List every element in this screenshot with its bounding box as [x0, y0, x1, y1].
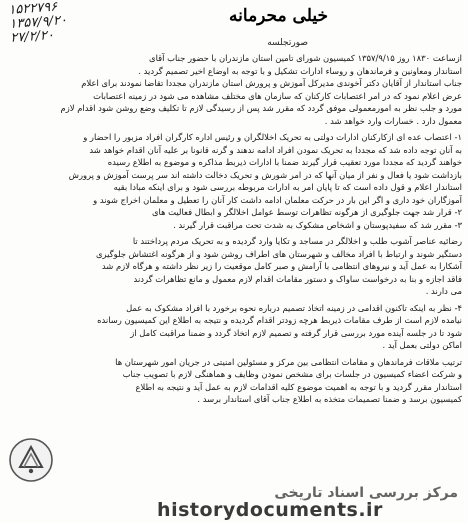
text-line: ۳- مقرر شد که سفیدپوستان و اشخاص مشکوک به شدت تحت مراقبت قرار گیرند .	[173, 219, 462, 230]
paragraph	[10, 52, 462, 127]
text-line: استاندار ومعاونین و فرماندهان و روساء ادارات تشکیل و با توجه به اوضاع اخیر تصمیم گردید .	[138, 65, 462, 76]
document-subtitle: صورتجلسه	[267, 38, 308, 48]
text-line: خواهند گردید که مجددا مورد تعقیب قرار گیرند ضمنا با ادارات ذیربط مذاکره و موضوع به اطلاع رسیده	[107, 157, 462, 167]
archive-logo-icon	[8, 437, 54, 483]
text-line: ترتیب ملاقات فرماندهان و مقامات انتظامی بین مرکز و مسئولین امنیتی در جریان امور شهرستان ها	[115, 356, 462, 367]
document-title: خیلی محرمانه	[229, 6, 328, 26]
text-line: می دارند .	[425, 286, 462, 296]
text-line: معمول دارد . خسارات وارد خواهد شد .	[324, 115, 462, 126]
reference-date-2: ۲۷/۲/۲۰	[9, 27, 55, 46]
document-body	[10, 52, 462, 408]
handwritten-reference	[8, 0, 68, 46]
text-line: استاندار مقرر گردید و با توجه به اهمیت موضوع کلیه اقدامات لازم به عمل آید و نتیجه به اطلاع	[135, 381, 462, 392]
text-line: ۱- اعتصاب عده ای ازکارکنان ادارات دولتی به تحریک اخلالگران و رئیس اداره کارگران افراد مزبور را احضار و	[83, 132, 462, 142]
text-line: و شرکت اعضاء کمیسیون در جلسات برای مشخص نمودن وظایف و هماهنگی لازم با تصویب جناب	[122, 369, 462, 379]
paragraph	[10, 302, 462, 352]
text-line: فاقد اجازه و بنا به درخواست ساواک و دستور مقامات اقدام لازم معمول و مانع تظاهرات گردند	[133, 273, 462, 284]
text-line: نیامده لازم است از طرف مقامات ذیربط هرچه زودتر اقدام گردیده و نتیجه به اطلاع این کمیسیون رسانده	[97, 315, 462, 325]
text-line: ازساعت ۱۸۳۰ روز ۱۳۵۷/۹/۱۵ کمیسیون شورای تامین استان مازندران با حضور جناب آقای	[149, 53, 462, 63]
watermark-url: historydocuments.ir	[157, 499, 383, 521]
paragraph	[10, 131, 462, 231]
text-line: شود تا در جلسه آینده مورد بررسی قرار گرفته و تصمیم لازم اتخاذ گردد و ضمنا مراقبت کامل از	[130, 327, 462, 338]
text-line: دستگیر شوند و ارتباط با افراد مخالف و شهرستان های اطراف روشن شود و از هرگونه اغتشاش جلوگیری	[95, 248, 462, 259]
watermark-persian: مرکز بررسی اسناد تاریخی	[274, 485, 458, 501]
text-line: اماکن دولتی بعمل آید .	[382, 340, 462, 350]
text-line: رضائیه عناصر آشوب طلب و اخلالگر در مساجد و تکایا وارد گردیده و به تحریک مردم پرداختند تا	[132, 236, 462, 246]
text-line: به آنان توجه داده شد که مجددا به تحریک نمودن افراد ادامه ندهند و گرنه قانونا بر علیه آنان اقدام خواهد شد	[89, 144, 462, 155]
text-line: بازداشت شود یا فعال و نفر از میان آنها که در امر شورش و تحریک دخالت داشته اند سر پرست آموزش و پرورش	[68, 169, 462, 180]
text-line: عرض اعلام نمود که در امر اعتصابات کارکنان که سازمان های مختلف مشاهده می شود در زمینه اعتصابات	[93, 90, 462, 101]
reference-number: ۱۵۲۲۷۹۶	[7, 0, 58, 18]
text-line: ۴- نظر به اینکه تاکنون اقدامی در زمینه اتخاذ تصمیم درباره نحوه برخورد با افراد مشکوک به عمل	[126, 302, 462, 313]
paragraph	[10, 356, 462, 406]
reference-date: ۱۳۵۷/۹/۲۰	[8, 12, 68, 32]
text-line: آشکارا به عمل آید و نیروهای انتظامی با آرامش و صبر کامل موقعیت را زیر نظر داشته و هرگاه لازم شد	[101, 261, 462, 271]
text-line: کمیسیون برسد و ضمنا تصمیمات متخذه به اطلاع جناب آقای استاندار برسد .	[197, 394, 462, 404]
text-line: مورد و جلب نظر به امورمعمولی موفق گردد که مقرر شد پس از رسیدگی لازم تا تکلیف وضع روشن شود اقدام لازم	[60, 103, 462, 113]
text-line: استاندار اعلام و قول داده است که تا پایان امر به ادارات مربوطه بررسی شود و برای اینکه مبادا بقیه	[113, 182, 462, 192]
text-line: آموزگاران خود داری و اگر این بار در حرکت معلمان ادامه داشت کار آنان را تعطیل و معلمان اخراج شوند و	[93, 194, 462, 205]
text-line: ۲- قرار شد جهت جلوگیری از هرگونه تظاهرات توسط عوامل اخلالگر و ابطال فعالیت های	[151, 207, 462, 217]
paragraph	[10, 235, 462, 298]
text-line: جناب استاندار از آقایان دکتر آخوندی مدیرکل آموزش و پرورش استان مازندران مجددا تقاضا نمودند برای اعلام	[81, 78, 462, 88]
